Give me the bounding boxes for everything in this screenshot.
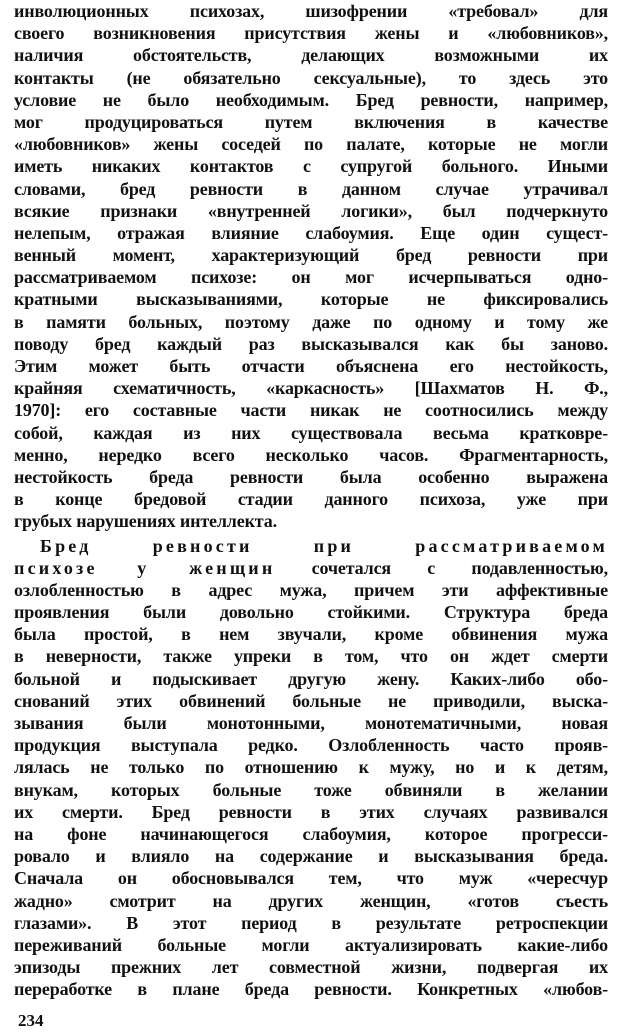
text-line: Этим может быть отчасти объяснена его нестойкость, [14,356,608,376]
text-line: нестойкость бреда ревности была особенно выражена [14,466,608,487]
text-line: снований этих обвинений больные не приводили, выска- [14,690,608,711]
text-line: кратными высказываниями, которые не фиксировались [14,289,608,310]
text-line: эпизоды прежних лет совместной жизни, подвергая их [14,957,608,978]
text-line: крайняя схематичность, «каркасность» [Шахматов Н. Ф., [14,378,608,399]
text-line: больной и подыскивает другую жену. Каких-либо обо- [14,668,608,689]
page-number: 234 [18,1011,44,1030]
text-line: продукция выступала редко. Озлобленность часто прояв- [14,735,608,756]
text-line: собой, каждая из них существовала весьма кратковре- [14,422,608,443]
text-line: условие не было необходимым. Бред ревности, например, [14,89,608,110]
text-line: в неверности, также упреки в том, что он ждет смерти [14,646,608,667]
text-line-spaced: Бред ревности при рассматриваемом [40,535,608,556]
spaced-phrase: психозе у женщин [14,557,276,578]
text-line: ровало и влияло на содержание и высказывания бреда. [14,846,608,867]
text-line: озлобленностью в адрес мужа, причем эти аффективные [14,579,608,600]
text-line: всякие признаки «внутренней логики», был подчеркнуто [14,200,608,221]
text-line: лялась не только по отношению к мужу, но и к детям, [14,757,608,778]
text-line [14,557,608,579]
text-line: менно, нередко всего несколько часов. Фрагментарность, [14,444,608,465]
text-line: «любовников» жены соседей по палате, которые не могли [14,134,608,155]
text-line: зывания были монотонными, монотематичными, новая [14,713,608,733]
text-line: мог продуцироваться путем включения в качестве [14,111,608,132]
text-line: переживаний больные могли актуализировать какие-либо [14,934,608,955]
text-line: в конце бредовой стадии данного психоза, уже при [14,489,608,510]
text-line: была простой, в нем звучали, кроме обвинения мужа [14,624,608,645]
text-line: своего возникновения присутствия жены и «любовников», [14,23,608,44]
text-line: контакты (не обязательно сексуальные), то здесь это [14,67,608,88]
book-page [14,0,608,1036]
text-fragment: сочетался с подавленностью, [275,557,608,578]
text-line: рассматриваемом психозе: он мог исчерпываться одно- [14,267,608,288]
text-line: 1970]: его составные части никак не соотносились между [14,400,608,421]
text-line: внукам, которых больные тоже обвиняли в желании [14,779,608,800]
text-line: переработке в плане бреда ревности. Конкретных «любов- [14,979,608,1000]
text-line: грубых нарушениях интеллекта. [14,511,277,532]
text-line: их смерти. Бред ревности в этих случаях развивался [14,801,608,822]
text-line: на фоне начинающегося слабоумия, которое прогресси- [14,823,608,844]
text-line: словами, бред ревности в данном случае утрачивал [14,178,608,199]
text-line: наличия обстоятельств, делающих возможными их [14,45,608,66]
text-line: Сначала он обосновывался тем, что муж «чересчур [14,868,608,889]
text-line: венный момент, характеризующий бред ревности при [14,245,608,266]
text-line: нелепым, отражая влияние слабоумия. Еще один сущест- [14,222,608,243]
body-text [14,0,608,1000]
text-line: инволюционных психозах, шизофрении «требовал» для [14,1,608,21]
text-line: иметь никаких контактов с супругой больного. Иными [14,156,608,177]
text-line: в памяти больных, поэтому даже по одному и тому же [14,311,608,332]
text-line: глазами». В этот период в результате ретроспекции [14,912,608,933]
text-line: проявления были довольно стойкими. Структура бреда [14,602,608,623]
text-line: поводу бред каждый раз высказывался как бы заново. [14,333,608,354]
text-line: жадно» смотрит на других женщин, «готов съесть [14,890,608,911]
